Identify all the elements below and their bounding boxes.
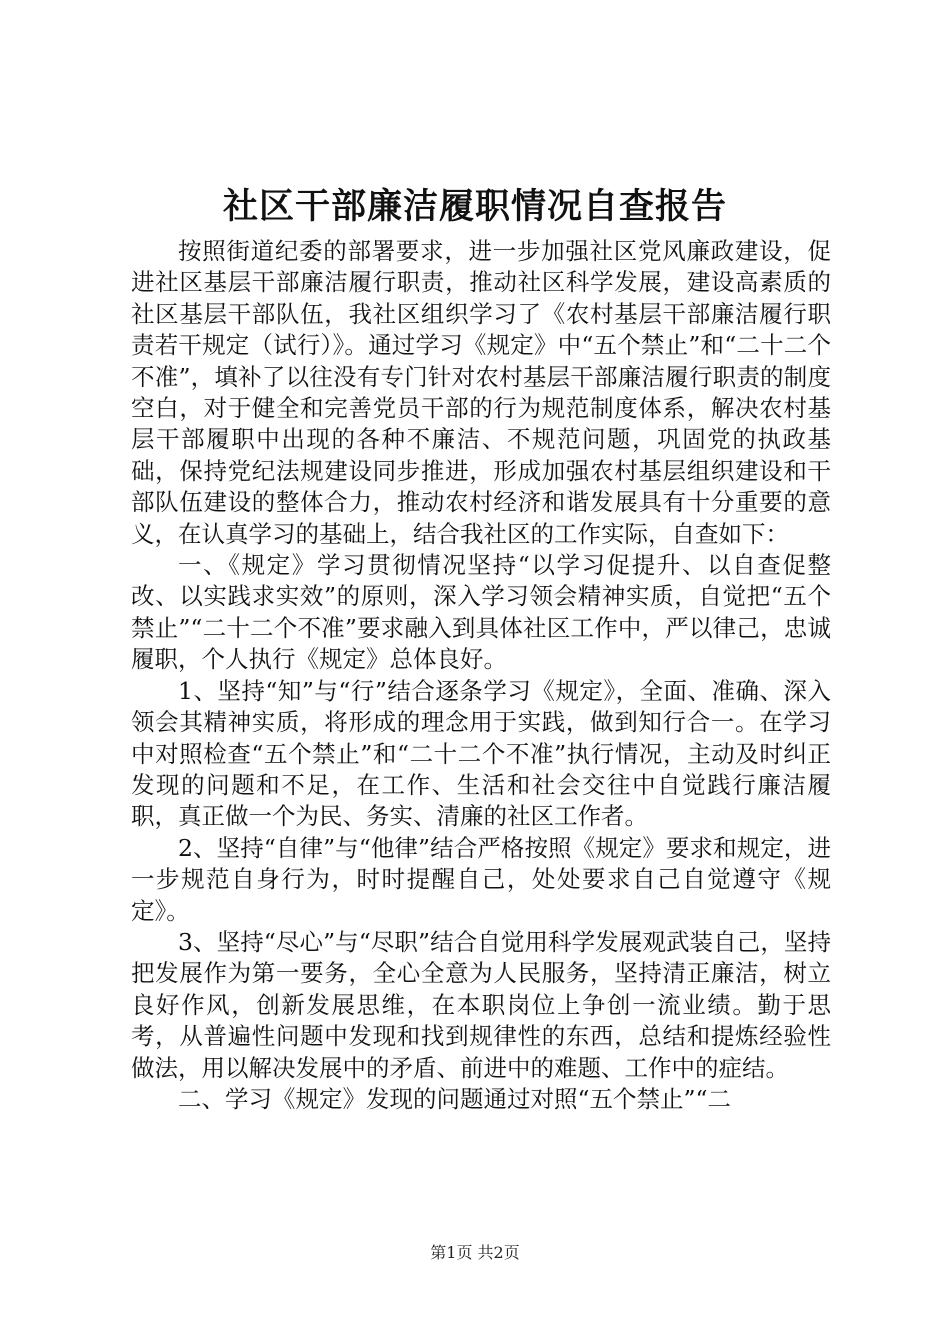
paragraph-section-2: 二、学习《规定》发现的问题通过对照“五个禁止”“二 <box>178 1084 732 1113</box>
paragraph-item-1: 1、坚持“知”与“行”结合逐条学习《规定》，全面、准确、深入领会其精神实质，将形成的理念用于实践，做到知行合一。在学习中对照检查“五个禁止”和“二十二个不准”执行情况，主动及时纠正发现的问题和不足，在工作、生活和社会交往中自觉践行廉洁履职，真正做一个为民、务实、清廉的社区工作者。 <box>131 676 831 831</box>
paragraph-item-2: 2、坚持“自律”与“他律”结合严格按照《规定》要求和规定，进一步规范自身行为，时时提醒自己，处处要求自己自觉遵守《规定》。 <box>131 833 831 925</box>
paragraph-section-1: 一、《规定》学习贯彻情况坚持“以学习促提升、以自查促整改、以实践求实效”的原则，深入学习领会精神实质，自觉把“五个禁止”“二十二个不准”要求融入到具体社区工作中，严以律己，忠诚履职，个人执行《规定》总体良好。 <box>131 551 831 674</box>
document-body <box>131 236 831 1115</box>
paragraph-intro: 按照街道纪委的部署要求，进一步加强社区党风廉政建设，促进社区基层干部廉洁履行职责，推动社区科学发展，建设高素质的社区基层干部队伍，我社区组织学习了《农村基层干部廉洁履行职责若干规定（试行）》。通过学习《规定》中“五个禁止”和“二十二个不准”，填补了以往没有专门针对农村基层干部廉洁履行职责的制度空白，对于健全和完善党员干部的行为规范制度体系，解决农村基层干部履职中出现的各种不廉洁、不规范问题，巩固党的执政基础，保持党纪法规建设同步推进，形成加强农村基层组织建设和干部队伍建设的整体合力，推动农村经济和谐发展具有十分重要的意义，在认真学习的基础上，结合我社区的工作实际，自查如下： <box>131 237 831 548</box>
document-title: 社区干部廉洁履职情况自查报告 <box>222 186 727 227</box>
paragraph-item-3: 3、坚持“尽心”与“尽职”结合自觉用科学发展观武装自己，坚持把发展作为第一要务，全心全意为人民服务，坚持清正廉洁，树立良好作风，创新发展思维，在本职岗位上争创一流业绩。勤于思考，从普遍性问题中发现和找到规律性的东西，总结和提炼经验性做法，用以解决发展中的矛盾、前进中的难题、工作中的症结。 <box>131 927 831 1082</box>
page-footer: 第1页 共2页 <box>430 1243 520 1262</box>
